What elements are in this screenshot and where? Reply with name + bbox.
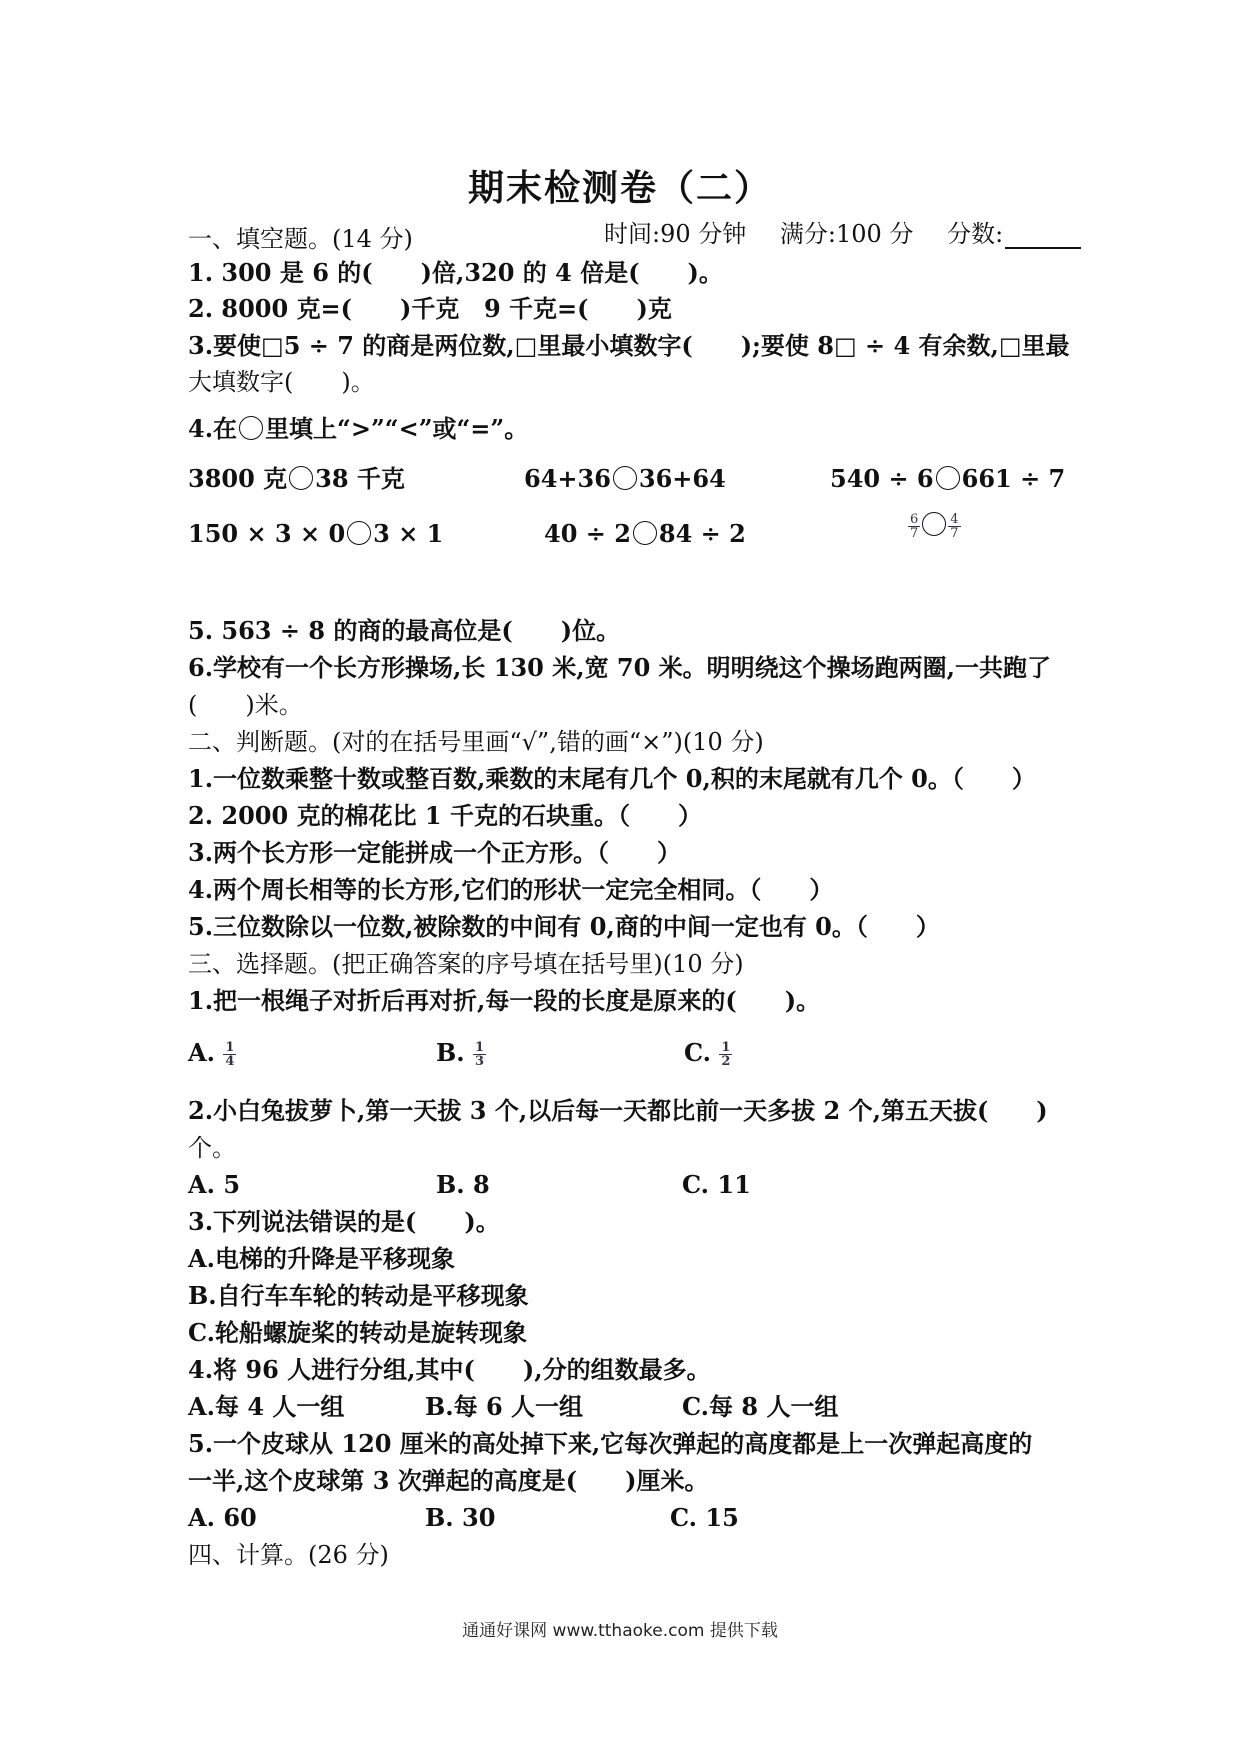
time-limit: 时间:90 分钟 [604, 220, 747, 248]
fraction: $\frac{6}{7}$ [910, 512, 919, 541]
s1-q4: 4.在 里填上“>”“<”或“=”。 [188, 414, 529, 443]
s3-q5a: 5.一个皮球从 120 厘米的高处掉下来,它每次弹起的高度都是上一次弹起高度的 [188, 1429, 1033, 1458]
fraction: $\frac{1}{3}$ [475, 1040, 485, 1069]
compare-circle-icon[interactable] [922, 512, 946, 536]
compare-circle-icon [239, 416, 263, 440]
s2-q2: 2. 2000 克的棉花比 1 千克的石块重。（ ） [188, 801, 702, 830]
footer-credit: 通通好课网 www.tthaoke.com 提供下载 [462, 1621, 778, 1641]
compare-circle-icon[interactable] [936, 466, 960, 490]
section-1-heading: 一、填空题。(14 分) [188, 225, 413, 253]
s3-q1-option-c: C. $\frac{1}{2}$ [684, 1038, 731, 1069]
score-blank [1005, 225, 1081, 249]
compare-circle-icon[interactable] [613, 466, 637, 490]
fraction: $\frac{4}{7}$ [950, 512, 959, 541]
s3-q2a: 2.小白兔拔萝卜,第一天拔 3 个,以后每一天都比前一天多拔 2 个,第五天拔( ) [188, 1096, 1048, 1125]
section-3-heading: 三、选择题。(把正确答案的序号填在括号里)(10 分) [188, 950, 744, 978]
s1-q1: 1. 300 是 6 的( )倍,320 的 4 倍是( )。 [188, 258, 723, 287]
page-title: 期末检测卷（二） [467, 168, 772, 209]
s3-q2-option-a: A. 5 [188, 1170, 241, 1199]
s3-q2b: 个。 [188, 1134, 236, 1162]
compare-3: 540 ÷ 6 661 ÷ 7 [830, 464, 1066, 493]
s3-q1: 1.把一根绳子对折后再对折,每一段的长度是原来的( )。 [188, 986, 821, 1015]
s3-q3-option-a: A.电梯的升降是平移现象 [188, 1244, 455, 1273]
s3-q4-option-a: A.每 4 人一组 [188, 1392, 345, 1421]
s3-q1-option-b: B. $\frac{1}{3}$ [436, 1038, 485, 1069]
compare-4: 150 × 3 × 0 3 × 1 [188, 519, 444, 548]
s1-q6a: 6.学校有一个长方形操场,长 130 米,宽 70 米。明明绕这个操场跑两圈,一共跑了 [188, 653, 1052, 682]
s3-q5b: 一半,这个皮球第 3 次弹起的高度是( )厘米。 [188, 1466, 709, 1495]
compare-1: 3800 克 38 千克 [188, 464, 405, 493]
s3-q4-option-c: C.每 8 人一组 [682, 1392, 839, 1421]
s1-q2b: 9 千克=( )克 [484, 294, 672, 323]
s3-q3-option-c: C.轮船螺旋桨的转动是旋转现象 [188, 1318, 528, 1347]
s2-q1: 1.一位数乘整十数或整百数,乘数的末尾有几个 0,积的末尾就有几个 0。（ ） [188, 764, 1036, 793]
s1-q2a: 2. 8000 克=( )千克 [188, 294, 460, 323]
fraction: $\frac{1}{2}$ [721, 1040, 731, 1069]
s3-q5-option-b: B. 30 [425, 1503, 496, 1532]
compare-circle-icon[interactable] [633, 521, 657, 545]
compare-5: 40 ÷ 2 84 ÷ 2 [544, 519, 746, 548]
score-label: 分数: [947, 220, 1107, 248]
s3-q4-option-b: B.每 6 人一组 [425, 1392, 584, 1421]
s3-q4: 4.将 96 人进行分组,其中( ),分的组数最多。 [188, 1355, 711, 1384]
s1-q3b: 大填数字( )。 [188, 368, 375, 396]
s3-q5-option-a: A. 60 [188, 1503, 257, 1532]
compare-circle-icon[interactable] [347, 521, 371, 545]
compare-2: 64+36 36+64 [524, 464, 726, 493]
s3-q1-option-a: A. $\frac{1}{4}$ [188, 1038, 235, 1069]
compare-6 [908, 510, 961, 540]
s3-q2-option-c: C. 11 [682, 1170, 751, 1199]
fraction: $\frac{1}{4}$ [225, 1040, 235, 1069]
full-score: 满分:100 分 [779, 220, 914, 248]
s1-q5: 5. 563 ÷ 8 的商的最高位是( )位。 [188, 616, 621, 645]
s3-q5-option-c: C. 15 [670, 1503, 739, 1532]
exam-meta [604, 214, 1133, 249]
s1-q6b: ( )米。 [188, 691, 303, 719]
s3-q2-option-b: B. 8 [436, 1170, 490, 1199]
s2-q4: 4.两个周长相等的长方形,它们的形状一定完全相同。（ ） [188, 875, 834, 904]
section-4-heading: 四、计算。(26 分) [188, 1541, 389, 1569]
s1-q3a: 3.要使□5 ÷ 7 的商是两位数,□里最小填数字( );要使 8□ ÷ 4 有余数,□里最 [188, 331, 1070, 360]
s3-q3: 3.下列说法错误的是( )。 [188, 1207, 500, 1236]
compare-circle-icon[interactable] [289, 466, 313, 490]
s2-q5: 5.三位数除以一位数,被除数的中间有 0,商的中间一定也有 0。（ ） [188, 912, 940, 941]
section-2-heading: 二、判断题。(对的在括号里画“√”,错的画“×”)(10 分) [188, 728, 764, 756]
s3-q3-option-b: B.自行车车轮的转动是平移现象 [188, 1281, 529, 1310]
s2-q3: 3.两个长方形一定能拼成一个正方形。（ ） [188, 838, 682, 867]
